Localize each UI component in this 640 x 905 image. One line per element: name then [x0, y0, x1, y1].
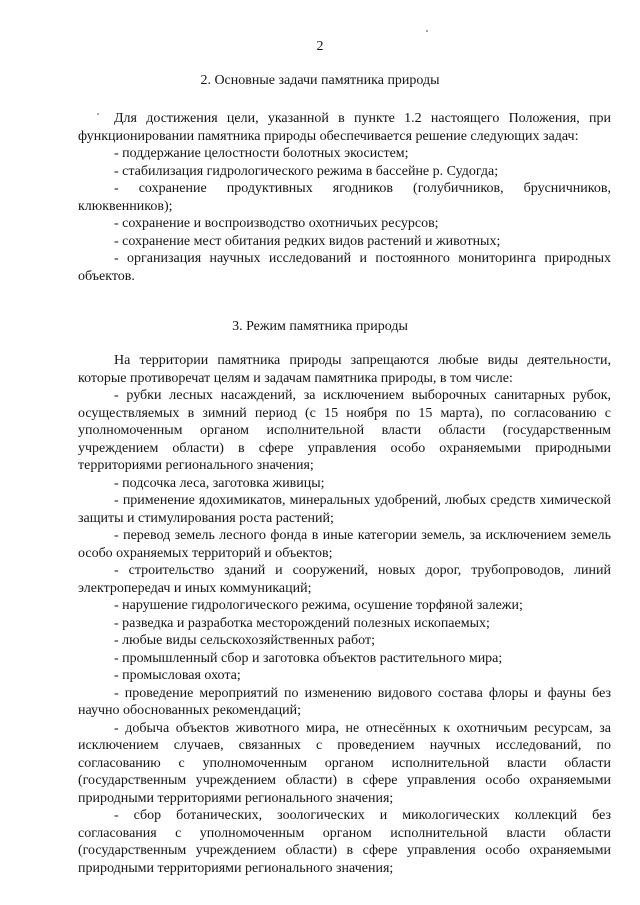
page-number: 2 [316, 39, 324, 54]
section-3-heading: 3. Режим памятника природы [232, 319, 408, 334]
list-item: - нарушение гидрологического режима, осушение торфяной залежи; [114, 598, 523, 613]
section-3-intro: На территории памятника природы запрещаются любые виды деятельности, которые противоречат целям и задачам памятника природы, в том числе: [78, 353, 611, 386]
list-item: - подсочка леса, заготовка живицы; [114, 475, 325, 491]
list-item: - разведка и разработка месторождений полезных ископаемых; [114, 615, 490, 631]
list-item: - промышленный сбор и заготовка объектов растительного мира; [114, 650, 503, 666]
list-item: - рубки лесных насаждений, за исключением выборочных санитарных рубок, осуществляемых в зимний период (с 15 ноября по 15 марта), по согласованию с уполномоченным органом исполнительной власти области (государственным учреждением области) в сфере управления особо охраняемыми природными территориями регионального значения; [78, 388, 611, 473]
list-item: - сохранение и воспроизводство охотничьих ресурсов; [114, 216, 439, 231]
section-2-body [78, 110, 611, 285]
list-item: - добыча объектов животного мира, не отнесённых к охотничьим ресурсам, за исключением случаев, связанных с проведением научных исследований, по согласованию с уполномоченным органом исполнительной власти области (государственным учреждением области) в сфере управления особо охраняемыми природными территориями регионального значения; [78, 720, 611, 806]
section-2-intro: Для достижения цели, указанной в пункте 1.2 настоящего Положения, при функционировании памятника природы обеспечивается решение следующих задач: [78, 111, 611, 144]
list-item: - поддержание целостности болотных экосистем; [114, 146, 409, 161]
list-item: - промысловая охота; [114, 668, 241, 683]
section-2-heading: 2. Основные задачи памятника природы [200, 73, 440, 88]
list-item: - перевод земель лесного фонда в иные категории земель, за исключением земель особо охраняемых территорий и объектов; [78, 528, 611, 561]
section-3-body [78, 352, 611, 877]
speck [426, 30, 428, 32]
list-item: - сбор ботанических, зоологических и микологических коллекций без согласования с уполномоченным органом исполнительной власти области (государственным учреждением области) в сфере управления особо охраняемыми природными территориями регионального значения; [78, 808, 611, 876]
list-item: - сохранение продуктивных ягодников (голубичников, брусничников, клюквенников); [78, 181, 611, 214]
list-item: - строительство зданий и сооружений, новых дорог, трубопроводов, линий электропередач и иных коммуникаций; [78, 563, 611, 596]
list-item: - проведение мероприятий по изменению видового состава флоры и фауны без научно обоснованных рекомендаций; [78, 685, 611, 718]
list-item: - стабилизация гидрологического режима в бассейне р. Судогда; [114, 163, 499, 179]
list-item: - применение ядохимикатов, минеральных удобрений, любых средств химической защиты и стимулирования роста растений; [78, 493, 611, 526]
list-item: - сохранение мест обитания редких видов растений и животных; [114, 233, 501, 249]
list-item: - любые виды сельскохозяйственных работ; [114, 633, 375, 648]
list-item: - организация научных исследований и постоянного мониторинга природных объектов. [78, 251, 611, 284]
